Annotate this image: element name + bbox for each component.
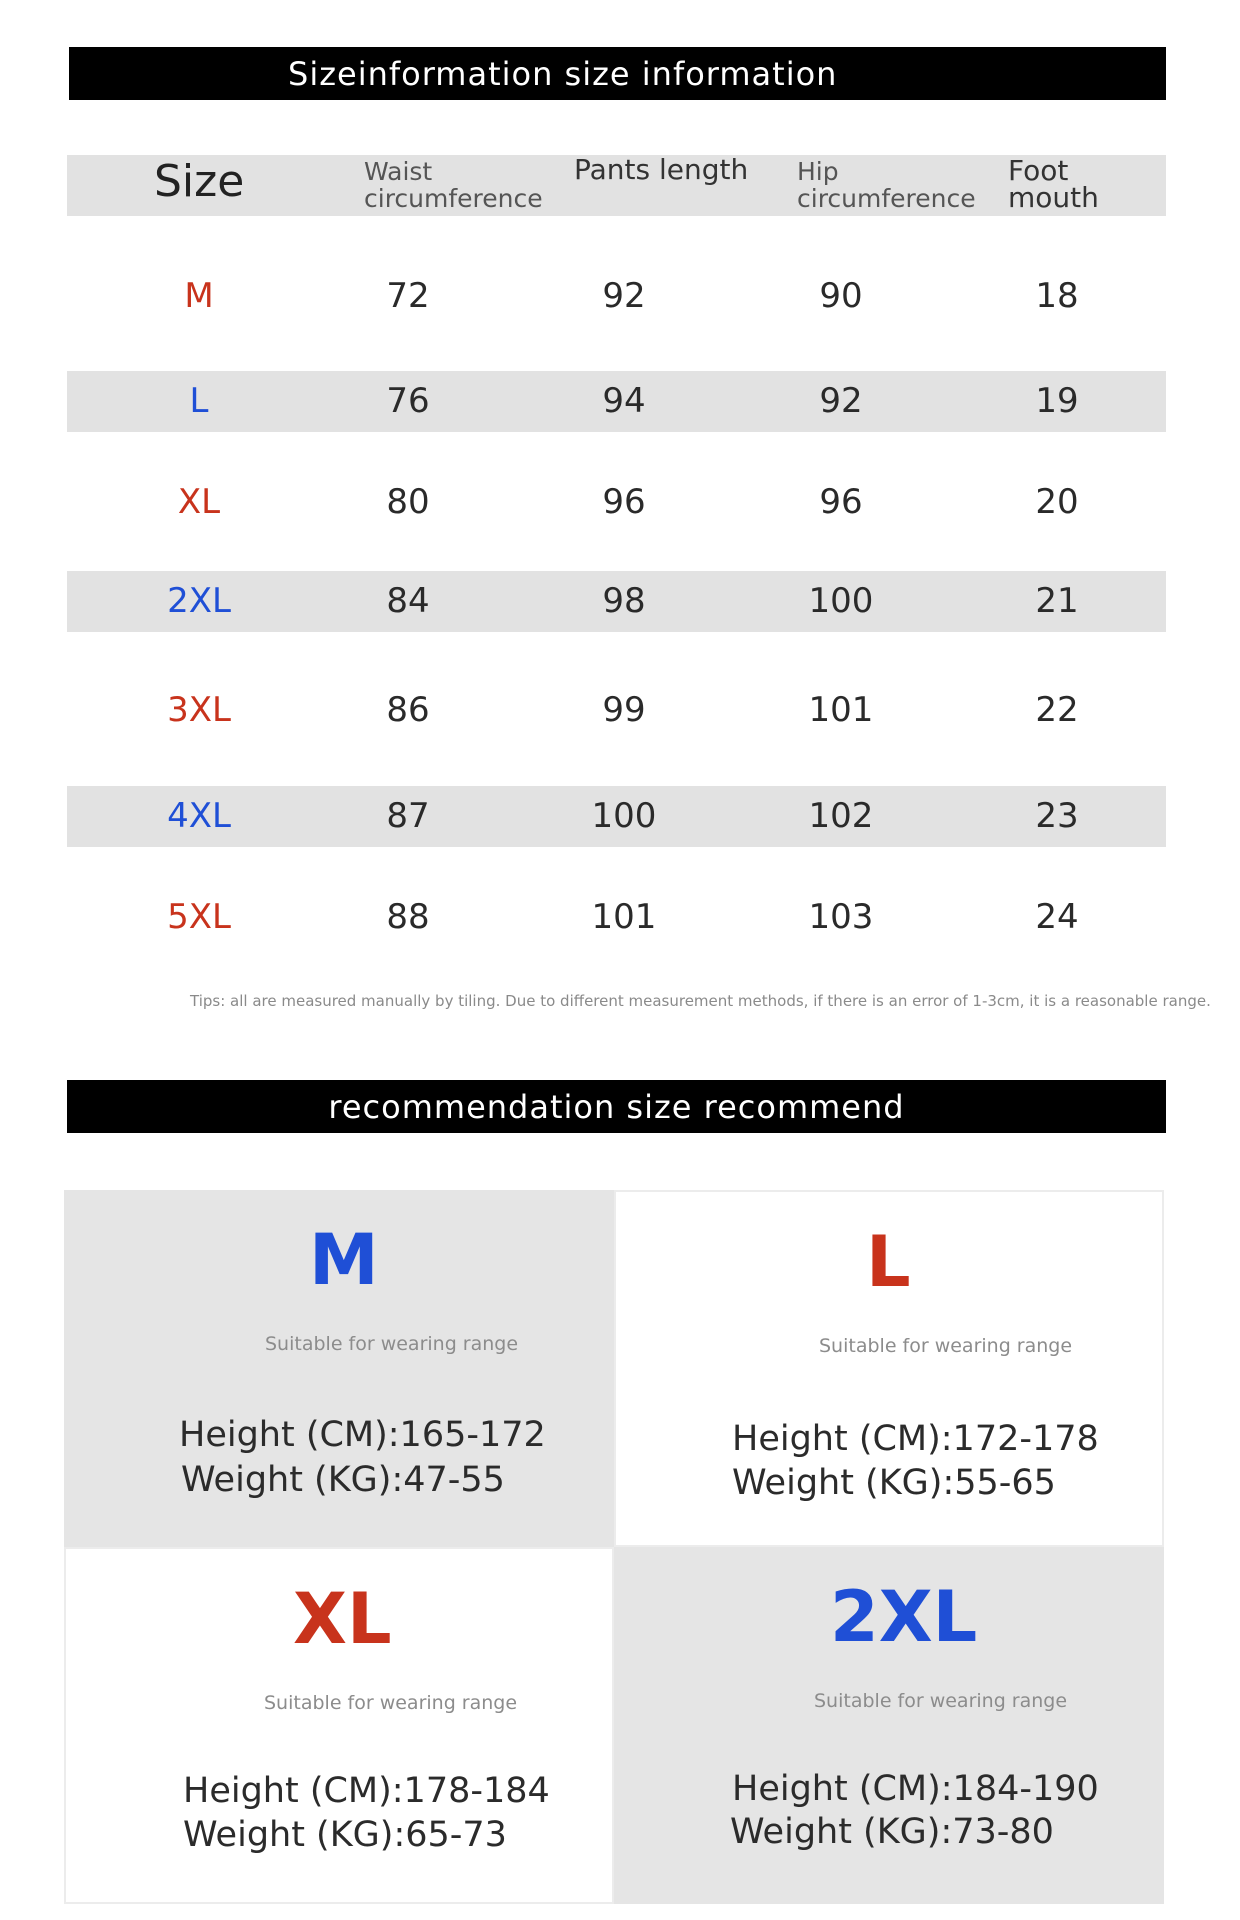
table-row [67, 472, 1166, 533]
hip-cell: 101 [808, 690, 874, 730]
pants-cell: 96 [602, 482, 646, 522]
foot-cell: 21 [1035, 581, 1079, 621]
recommend-height: Height (CM):165-172 [179, 1415, 546, 1455]
header-foot-mouth: Foot mouth [1008, 154, 1099, 214]
table-row [67, 786, 1166, 847]
header-size: Size [154, 156, 245, 207]
pants-cell: 101 [591, 897, 657, 937]
size-information-title: Sizeinformation size information [288, 54, 838, 93]
waist-cell: 84 [386, 581, 430, 621]
recommend-size-label: XL [293, 1578, 392, 1660]
hip-cell: 92 [819, 381, 863, 421]
size-cell: L [189, 381, 209, 421]
size-cell: 5XL [167, 897, 231, 937]
size-recommend-title: recommendation size recommend [328, 1087, 905, 1126]
header-waist-circumference [364, 158, 543, 212]
waist-cell: 86 [386, 690, 430, 730]
size-cell: 3XL [167, 690, 231, 730]
hip-cell: 90 [819, 276, 863, 316]
pants-cell: 94 [602, 381, 646, 421]
table-row [67, 371, 1166, 432]
header-hip-text: Hip circumference [797, 157, 976, 213]
pants-cell: 98 [602, 581, 646, 621]
hip-cell: 96 [819, 482, 863, 522]
hip-cell: 100 [808, 581, 874, 621]
recommend-range-label: Suitable for wearing range [264, 1692, 518, 1714]
recommend-card-xl [64, 1547, 614, 1904]
header-waist-text: Waist circumference [364, 157, 543, 213]
size-cell: M [184, 276, 214, 316]
recommend-card-2xl [614, 1547, 1164, 1904]
recommend-range-label: Suitable for wearing range [819, 1335, 1073, 1357]
recommend-weight: Weight (KG):65-73 [183, 1815, 507, 1855]
recommend-height: Height (CM):178-184 [183, 1771, 550, 1811]
recommend-size-label: L [866, 1221, 911, 1303]
waist-cell: 76 [386, 381, 430, 421]
foot-cell: 20 [1035, 482, 1079, 522]
hip-cell: 102 [808, 796, 874, 836]
waist-cell: 72 [386, 276, 430, 316]
pants-cell: 92 [602, 276, 646, 316]
foot-cell: 24 [1035, 897, 1079, 937]
recommend-size-label: 2XL [830, 1576, 978, 1658]
recommend-height: Height (CM):184-190 [732, 1769, 1099, 1809]
recommend-size-label: M [309, 1219, 379, 1301]
recommendation-grid [64, 1190, 1164, 1920]
pants-cell: 100 [591, 796, 657, 836]
table-row [67, 680, 1166, 741]
recommend-card-m [64, 1190, 614, 1547]
foot-cell: 18 [1035, 276, 1079, 316]
size-information-banner [69, 47, 1166, 100]
size-cell: XL [177, 482, 221, 522]
recommend-range-label: Suitable for wearing range [265, 1333, 519, 1355]
size-table-header [67, 155, 1166, 216]
foot-cell: 22 [1035, 690, 1079, 730]
hip-cell: 103 [808, 897, 874, 937]
header-pants-length: Pants length [574, 153, 749, 186]
table-row [67, 887, 1166, 948]
waist-cell: 88 [386, 897, 430, 937]
recommend-weight: Weight (KG):47-55 [181, 1460, 505, 1500]
measurement-tip: Tips: all are measured manually by tiling. Due to different measurement methods, if there is an error of 1-3cm, it is a reasonable range. [190, 992, 1211, 1010]
recommend-height: Height (CM):172-178 [732, 1419, 1099, 1459]
pants-cell: 99 [602, 690, 646, 730]
waist-cell: 87 [386, 796, 430, 836]
size-cell: 4XL [167, 796, 231, 836]
table-row [67, 266, 1166, 327]
recommend-weight: Weight (KG):55-65 [732, 1463, 1056, 1503]
size-cell: 2XL [167, 581, 231, 621]
header-hip-circumference [797, 158, 976, 212]
foot-cell: 19 [1035, 381, 1079, 421]
recommend-card-l [614, 1190, 1164, 1547]
table-row [67, 571, 1166, 632]
waist-cell: 80 [386, 482, 430, 522]
size-recommend-banner [67, 1080, 1166, 1133]
foot-cell: 23 [1035, 796, 1079, 836]
recommend-weight: Weight (KG):73-80 [730, 1812, 1054, 1852]
recommend-range-label: Suitable for wearing range [814, 1690, 1068, 1712]
